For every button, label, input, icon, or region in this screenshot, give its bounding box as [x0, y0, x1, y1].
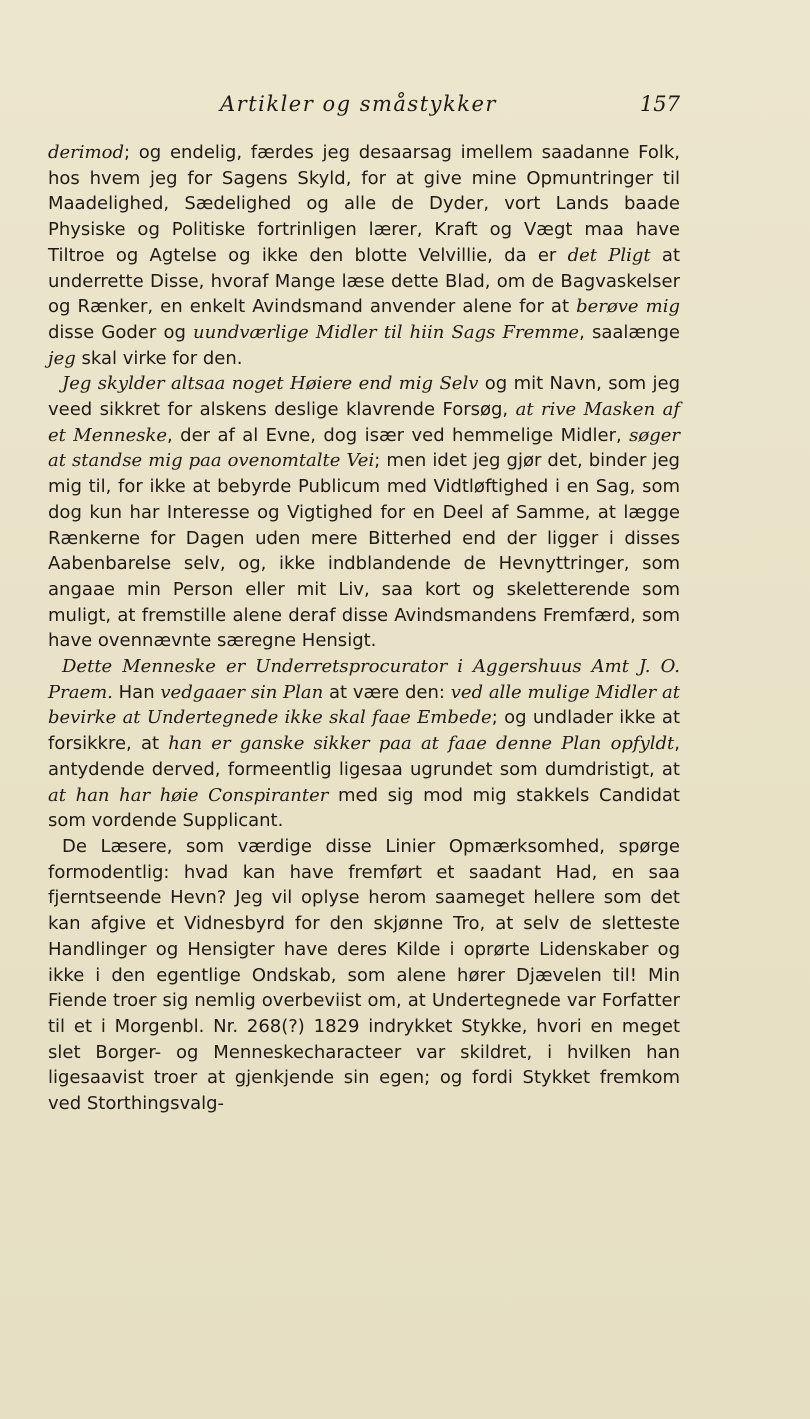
text-run: at være den:: [323, 681, 451, 703]
text-run: , der af al Evne, dog især ved hemmelige Midler,: [167, 424, 630, 446]
text-run: , antydende derved, formeentlig ligesaa ugrundet som dumdristigt, at: [48, 733, 681, 780]
italic-run: han er ganske sikker paa at faae denne Plan opfyldt: [168, 733, 675, 755]
italic-run: berøve mig: [576, 296, 680, 318]
text-run: at underrette Disse, hvoraf Mange læse dette Blad, om de Bagvaskelser og Rænker, en enkelt Avindsmand anvender alene for at: [48, 244, 681, 318]
italic-run: søger at standse mig paa ovenomtalte Vei: [48, 424, 680, 472]
italic-run: jeg: [48, 347, 76, 369]
italic-run: derimod: [48, 142, 124, 163]
text-run: og mit Navn, som jeg veed sikkret for alskens deslige klavrende Forsøg,: [48, 373, 680, 421]
italic-run: ved alle mulige Midler at bevirke at Undertegnede ikke skal faae Embede: [48, 681, 680, 729]
body-text: [48, 140, 680, 1117]
italic-run: vedgaaer sin Plan: [160, 681, 324, 703]
italic-run: det Pligt: [567, 244, 651, 266]
italic-run: at han har høie Conspiranter: [48, 784, 329, 806]
text-run: Han: [112, 681, 161, 703]
paragraph-3: [48, 654, 680, 834]
text-run: med sig mod mig stakkels Candidat som vordende Supplicant.: [48, 784, 680, 832]
paragraph-1: [48, 140, 680, 371]
text-run: disse Goder og: [48, 321, 194, 343]
italic-run: uundværlige Midler til hiin Sags Fremme: [193, 321, 580, 343]
running-header: [48, 88, 680, 120]
italic-run: Jeg skylder altsaa noget Høiere end mig Selv: [62, 373, 479, 395]
running-title: Artikler og småstykker: [220, 92, 497, 116]
text-run: ; og undlader ikke at forsikkre, at: [48, 707, 680, 755]
text-run: ; og endelig, færdes jeg desaarsag imellem saadanne Folk, hos hvem jeg for Sagens Skyld, for at give mine Opmuntringer til Maadelighed, Sædelighed og alle de Dyder, vort Lands baade Physiske og Politiske fortrinligen lærer, Kraft og Vægt maa have Tiltroe og Agtelse og ikke den blotte Velvillie, da er: [48, 142, 680, 266]
text-run: , saalænge: [579, 321, 680, 343]
paragraph-2: [48, 371, 680, 654]
paragraph-4: [48, 834, 680, 1117]
text-run: De Læsere, som værdige disse Linier Opmærksomhed, spørge formodentlig: hvad kan have fremført et saadant Had, en saa fjerntseende Hevn? Jeg vil oplyse herom saameget hellere som det kan afgive et Vidnesbyrd for den skjønne Tro, at selv de sletteste Handlinger og Hensigter have deres Kilde i oprørte Lidenskaber og ikke i den egentlige Ondskab, som alene hører Djævelen til! Min Fiende troer sig nemlig overbeviist om, at Undertegnede var Forfatter til et i Morgenbl. Nr. 268(?) 1829 indrykket Stykke, hvori en meget slet Borger- og Menneskecharacteer var skildret, i hvilken han ligesaavist troer at gjenkjende sin egen; og fordi Stykket fremkom ved Storthingsvalg-: [48, 835, 680, 1115]
italic-run: Dette Menneske er Underretsprocurator i Aggershuus Amt J. O. Praem.: [48, 656, 680, 703]
text-run: ; men idet jeg gjør det, binder jeg mig til, for ikke at bebyrde Publicum med Vidtløftighed i en Sag, som dog kun har Interesse og Vigtighed for en Deel af Samme, at lægge Rænkerne for Dagen uden mere Bitterhed end der ligger i disses Aabenbarelse selv, og, ikke indblandende de Hevnyttringer, som angaae min Person eller mit Liv, saa kort og skeletterende som muligt, at fremstille alene deraf disse Avindsmandens Fremfærd, som have ovennævnte særegne Hensigt.: [48, 450, 680, 652]
text-run: skal virke for den.: [75, 347, 243, 369]
italic-run: at rive Masken af et Menneske: [48, 399, 680, 446]
page-number: 157: [639, 92, 680, 116]
